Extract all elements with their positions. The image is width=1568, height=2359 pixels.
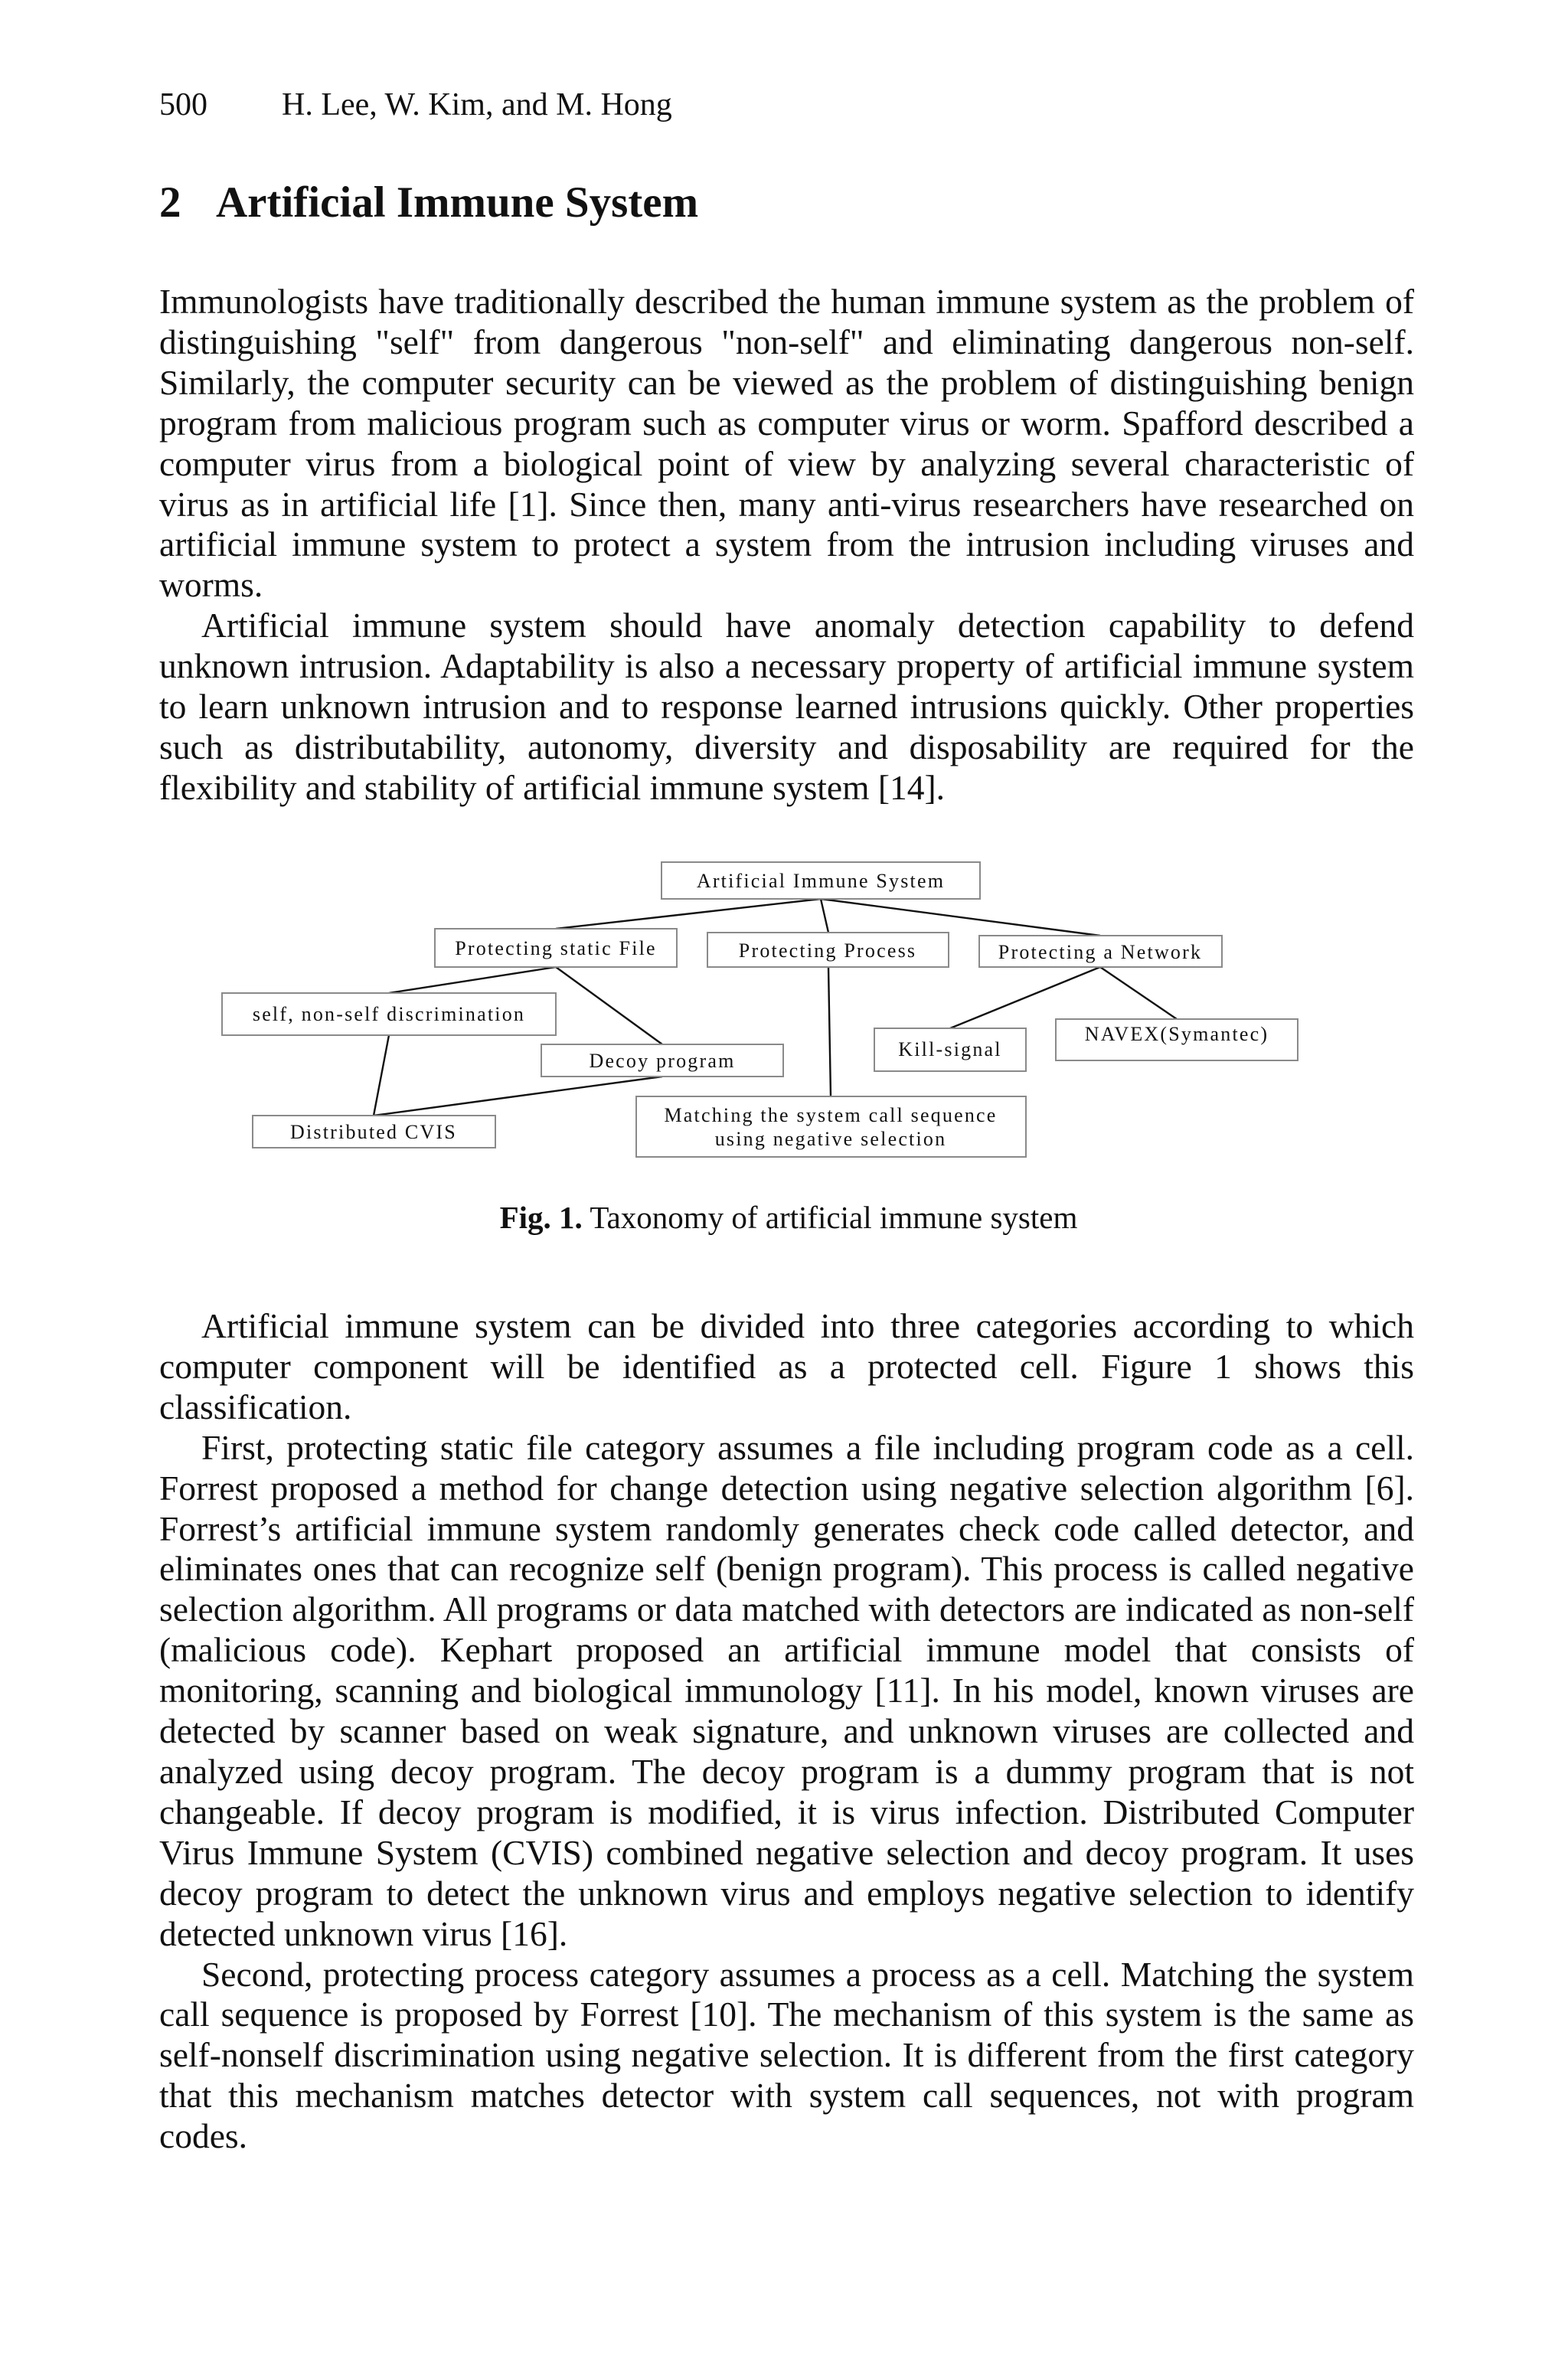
node-artificial-immune-system <box>662 862 980 899</box>
node-protecting-static-file <box>435 929 677 967</box>
node-matching-system-call-sequence <box>636 1096 1026 1157</box>
node-label: Decoy program <box>589 1050 736 1072</box>
body-text-after-figure <box>159 1306 1414 2157</box>
node-label-line-1: Matching the system call sequence <box>664 1104 998 1126</box>
paragraph: Second, protecting process category assumes a process as a cell. Matching the system call sequence is proposed by Forrest [10]. The mechanism of this system is the same as self-nonself discrimination using negative selection. It is different from the first category that this mechanism matches detector with system call sequences, not with program codes. <box>159 1954 1414 2156</box>
node-distributed-cvis <box>253 1116 495 1148</box>
paragraph: First, protecting static file category assumes a file including program code as a cell. Forrest proposed a method for change detection using negative selection algorithm [6]. Forrest’s artificial immune system randomly generates check code called detector, and eliminates ones that can recognize self (benign program). This process is called negative selection algorithm. All programs or data matched with detectors are indicated as non-self (malicious code). Kephart proposed an artificial immune model that consists of monitoring, scanning and biological immunology [11]. In his model, known viruses are detected by scanner based on weak signature, and unknown viruses are collected and analyzed using decoy program. The decoy program is a dummy program that is not changeable. If decoy program is modified, it is virus infection. Distributed Computer Virus Immune System (CVIS) combined negative selection and decoy program. It uses decoy program to detect the unknown virus and employs negative selection to identify detected unknown virus [16]. <box>159 1427 1414 1953</box>
authors: H. Lee, W. Kim, and M. Hong <box>282 87 672 123</box>
edge-process-matching <box>828 967 831 1096</box>
section-title: Artificial Immune System <box>216 178 699 227</box>
figure-caption <box>0 1199 1568 1236</box>
node-self-nonself-discrimination <box>222 993 556 1035</box>
paragraph: Artificial immune system should have anomaly detection capability to defend unknown intrusion. Adaptability is also a necessary property of artificial immune system to learn unknown intrusion and to response learned intrusions quickly. Other properties such as distributability, autonomy, diversity and disposability are required for the flexibility and stability of artificial immune system [14]. <box>159 606 1414 807</box>
node-label-line-2: using negative selection <box>714 1128 947 1150</box>
edge-root-network <box>821 899 1100 936</box>
edge-decoy-cvis <box>374 1077 662 1116</box>
figure-caption-text: Taxonomy of artificial immune system <box>582 1200 1078 1235</box>
node-kill-signal <box>874 1028 1026 1071</box>
node-label: self, non-self discrimination <box>252 1003 526 1025</box>
node-label: NAVEX(Symantec) <box>1084 1023 1269 1045</box>
node-decoy-program <box>541 1044 783 1077</box>
node-protecting-process <box>707 933 949 967</box>
edge-root-process <box>821 899 828 933</box>
paragraph: Immunologists have traditionally described the human immune system as the problem of distinguishing "self" from dangerous "non-self" and eliminating dangerous non-self. Similarly, the computer security can be viewed as the problem of distinguishing benign program from malicious program such as computer virus or worm. Spafford described a computer virus from a biological point of view by analyzing several characteristic of virus as in artificial life [1]. Since then, many anti-virus researchers have researched on artificial immune system to protect a system from the intrusion including viruses and worms. <box>159 282 1414 605</box>
node-label: Protecting Process <box>738 939 917 962</box>
edge-self-nonself-cvis <box>374 1035 389 1116</box>
section-number: 2 <box>159 178 181 227</box>
figure-label: Fig. 1. <box>499 1200 583 1235</box>
edge-static-file-self-nonself <box>389 967 556 993</box>
edge-network-navex <box>1100 967 1177 1019</box>
node-label: Protecting a Network <box>998 941 1203 963</box>
node-label: Distributed CVIS <box>290 1121 457 1143</box>
node-navex-symantec <box>1056 1019 1298 1060</box>
edge-root-static-file <box>556 899 821 929</box>
page-number: 500 <box>159 87 207 123</box>
edge-static-file-decoy <box>556 967 662 1044</box>
paragraph: Artificial immune system can be divided into three categories according to which computer component will be identified as a protected cell. Figure 1 shows this classification. <box>159 1306 1414 1426</box>
node-label: Protecting static File <box>455 937 657 959</box>
node-protecting-a-network <box>979 936 1222 967</box>
node-label: Artificial Immune System <box>696 870 946 892</box>
node-label: Kill-signal <box>898 1038 1002 1060</box>
